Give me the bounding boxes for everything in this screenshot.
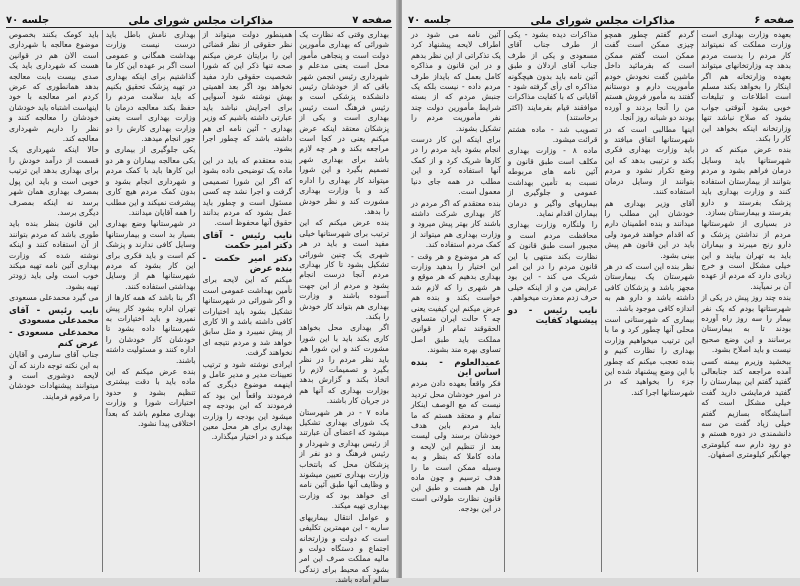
paragraph: بنده معتقدم که باید در این ماده یک توضیحی داده بشود که اگر این شورا تصمیمی گرفت و اجرا نشد چه کسی مسئول است و چطور باید عمل بشود که مردم بدانند حقوق آنها محفوظ است. xyxy=(202,155,293,228)
paragraph: ایرادی نوشته شود و ترتیب تعیینات مدیر و مدیر عامل و اینهمه موضوع دیگری که فرمودند واقعاً این بود که فرمودند که این بودجه چه میشود این بودجه را وزارت بهداری برای هر محل معین میکند و در اختیار میگذارد. xyxy=(202,359,293,442)
paragraph: بنده عرض میکنم که این ترتیب برای شهرستانها خیلی مفید است و باید در هر شهری یک چنین شورائی تشکیل بشود تا کار بهداری مردم آنجا درست انجام بشود و مردم از این جهت آسوده باشند و وزارت بهداری هم بتواند کار خودش را بکند. xyxy=(299,218,389,321)
paragraph: بیماری که شهرستانی است محلی آنها چطور کرد و ما با این ترتیب میخواهیم وزارت بهداری را نظارت کنیم و بنده تعجب میکنم که چطور با این وضع پیشنهاد شده این جزء را بخواهید که در شهرستانها اجرا کند. xyxy=(604,314,695,397)
publication-title: مذاکرات مجلس شورای ملی xyxy=(128,14,274,27)
speaker-heading: عمیدالعلوم - بنده اساس این xyxy=(411,357,501,378)
paragraph: تصویب شد - ماده هشتم قرائت میشود. xyxy=(507,124,598,145)
paragraph: بنده عرض میکنم که این ماده باید با دقت بیشتری تنظیم بشود و حدود اختیارات شورا و وزارت بهداری معلوم باشد که بعداً اختلافی پیدا نشود. xyxy=(105,367,196,429)
paragraph: اگر بهداری محل بخواهد کاری بکند باید با این شورا مشورت کند و این شورا هم باید نظر مردم را در نظر بگیرد و تصمیمات لازم را اتخاذ بکند و گزارش بدهد بوزارت بهداری که آنها هم در جریان کار باشند. xyxy=(299,323,389,406)
speaker-heading: دکتر امیر حکمت - بنده عرض xyxy=(202,253,293,274)
session-number: جلسه ۷۰ xyxy=(6,15,50,26)
paragraph: بنده معتقدم که اگر مردم در کار بهداری شرکت داشته باشند کار بهتر پیش میرود و وزارت بهداری هم میتواند از کمک مردم استفاده کند. xyxy=(411,198,501,250)
text-column xyxy=(601,30,698,572)
paragraph: یکی جلوگیری از بیماری و یکی معالجه بیماران و هر دو این کارها باید با کمک مردم و شهرداری انجام بشود و بدون کمک مردم هیچ کاری پیشرفت نمیکند و این مطلب را همه آقایان میدانند. xyxy=(105,145,196,217)
paragraph: فکر واقعاً بعهده دادن مردم در امور خودشان محل تردید نیست که مع الوصف اینکار تمام و معتقد هستم که ما باید مردم باین هدف خودشان برسند ولی لیست بعد از تنظیم این لایحه و ماده کاملا که بنظر و به وسیله ممکن است ما را هدف ترسیم و چون ماده اول هم هست و طبق این قانون نظارت طولانی است در این بودجه. xyxy=(411,379,501,514)
paragraph: ببخشید وزیرم بیمنه کسی آمده مراجعه کند جنابعالی گفتید گفتم این بیمارستان را گفتید فرمایشی دارید گفت خیلی مشکل است که آسایشگاه بسازیم گفتم خیلی زیاد گفت من سه دانشمندی در دوره هستم و دو رود دارم سه کیلومتری جهانگیر کیلومتری اصفهان. xyxy=(701,356,791,460)
speaker-heading: نایب رئیس - دو پیشنهاد کفایت xyxy=(507,305,598,326)
page-number: صفحه ۶ xyxy=(754,15,794,26)
speaker-heading: محمدعلی مسعودی - عرض کنم xyxy=(9,328,99,349)
paragraph: اگر بنا باشد که همه کارها از تهران اداره بشود کار پیش نمیرود و باید اختیارات به شهرستانها داده بشود تا خودشان کار خودشان را اداره کنند و مسئولیت داشته باشند. xyxy=(105,293,196,365)
text-column xyxy=(697,30,794,572)
text-columns xyxy=(408,30,794,572)
text-column xyxy=(102,30,199,572)
paragraph: بعهده وزارت بهداری است وزارت مملکت که نمیتواند کار مردم را بدست مردم بدهد چه وزارتخانهای میتواند بعهده وزارتخانه هم اگر اینکار را بخواهد بکند مسلم است اطلاعات و تبلیغات خوبی بشود آنوقتی جواب بشود که صلاح نباشد تنها وزارتخانه اینکه بخواهد این کار را بکند. xyxy=(701,30,791,144)
paragraph: میکنم که این لایحه برای تأمین بهداشت عمومی است و اگر شورائی در شهرستانها تشکیل بشود باید اختیارات کافی داشته باشد و الا کاری از پیش نمیبرد و مثل سابق خواهد شد و مردم نتیجه ای نخواهند گرفت. xyxy=(202,275,293,358)
paragraph: آئین نامه می شود در اطراف لایحه پیشنهاد کرد یک تذکراتی از این نظر بدهم و در این قانون و مذاکره کامل بعمل که بایداز طرف مردم داده - نیست بلکه یک جنبش مردم که از بسته شرایط مأمورین دولت چند نفر مأموریت مردم را تشکیل بشوند. xyxy=(411,30,501,133)
paragraph: اینها مطالبی است که در شهرستانها اتفاق میافتد و باید وزارت بهداری فکری بکند و ترتیبی بدهد که این وضع تکرار نشود و مردم بتوانند از وسایل درمان استفاده کنند. xyxy=(604,124,695,197)
text-column xyxy=(199,30,296,572)
speaker-heading: نایب رئیس - آقای دکتر امیر حکمت xyxy=(202,230,293,252)
paragraph: باید کومک بکنند بخصوص موضوع معالجه با شهرداری است الان هم در قوانین هست که شهرداری باید یک صدی بیست بابت معالجه بدهد همانطوری که عرض کردم امر معالجه با خود اینهاست اشتباه باید خودشان خودشان را معالجه کنند و نظر را داریم شهرداری معالجه کند. xyxy=(9,30,99,144)
paragraph: گردم گفتم چطور همچو چیزی ممکن است گفت ممکن است گفتم ممکن است که بفرمائید داخل ماشین گفت نخودش خودم مأموریت دارم و دوستانم گفتند به مأمور فروش هستم من را آنجا بردند و آورده بودند دو شبانه روز آنجا. xyxy=(604,30,695,123)
paragraph: جناب آقای سارمی و آقایان به این نکته توجه دارند که آن لایحه دوشوری است و میتوانند پیشنهادات خودشان را مرقوم فرمایند. xyxy=(9,350,99,401)
speaker-heading: نایب رئیس - آقای محمدعلی مسعودی xyxy=(9,305,99,326)
paragraph: بهداری نامش باطل باید درست نیست وزارت بهداشت همگانی و عمومی است اگر بر عهده این کار ما گذاشتیم برای اینکه بهداری در تهیه پزشک تحقیق بکنیم که باید سلامت مردم را حفظ بکند معالجه درمان با وزارت بهداری است یعنی وزارت بهداری کارش را دو جور انجام میدهد. xyxy=(105,30,196,144)
page-left xyxy=(0,0,398,585)
paragraph: و عوامل انتقال بیماریهای ساریه - این مهمترین تکلیفی است که دولت و وزارتخانه اجتماع و دستگاه دولت و مالیه مملکت صرف این امر بشود که محیط برای زندگی سالم آماده باشد. xyxy=(299,512,389,585)
paragraph: می گیرد محمدعلی مسعودی xyxy=(9,293,99,303)
paragraph: بنده عرض میکنم که در شهرستانها باید وسایل درمان فراهم بشود و مردم بتوانند از بیمارستان استفاده کنند و وزارت بهداری باید پزشک بفرستد و دارو بفرستد و بیمارستان بسازد. xyxy=(701,145,791,217)
paragraph: بنده چند روز پیش در یکی از شهرستانها بودم که یک نفر بیمار را سه روز راه آورده بودند تا به بیمارستان برسانند و این وضع صحیح نیست و باید اصلاح بشود. xyxy=(701,293,791,355)
paragraph: همینطور دولت میتواند از نظر حقوقی از نظر قضائی این را برایتان عرض میکنم صحه تنها ذکر این که شورا شخصیت حقوقی دارد مفید نخواهد بود اگر بعد اهمیتی بهش نوشته شود آسوایی برای اجرایش نباشد باید عبارتی داشته باشیم که وزیر بهداری - آئین نامه ای هم داشته باشد که چطور اجرا بشود. xyxy=(202,30,293,154)
session-number: جلسه ۷۰ xyxy=(408,15,452,26)
paragraph: ماده ۸ - وزارت بهداری مکلف است طبق قانون و آئین نامه های مربوطه نسبت به تأمین بهداشت عمومی و جلوگیری از بیماریهای واگیر و درمان بیماران اقدام نماید. xyxy=(507,146,598,218)
page-header xyxy=(408,14,794,28)
publication-title: مذاکرات مجلس شورای ملی xyxy=(530,14,676,27)
paragraph: ماده ۷ - در هر شهرستان یک شورای بهداری تشکیل میشود که اعضای آن عبارتند از رئیس بهداری و شهردار و رئیس فرهنگ و دو نفر از پزشکان محل که بانتخاب وزارت بهداری تعیین میشوند و وظایف آنها طبق آئین نامه ای خواهد بود که وزارت بهداری تهیه میکند. xyxy=(299,407,389,511)
paragraph: بهداری وقتی که نظارت یک شورائی که بهداری مأمورین دولت است و پنجاهی مأمور محل است یعنی مدعلم و شهرداری رئیس انجمن شهر باقی که از خودشان رئیس دانشکده پزشکی است و رئیس فرهنگ است رئیس بهداری است و یکی از پزشکان معتقد اینکه عرض میکنم یعنی در کجا است مراجعه بکند و هر چه لازم باشد برای بهداری شهر تصمیم بگیرد و این شورا میتواند کار بهداری را اداره کند و با وزارت بهداری مشورت کند و نظر خودش را بدهد. xyxy=(299,30,389,216)
paragraph: در بسیاری از شهرستانها مردم از نداشتن پزشک و دارو رنج میبرند و بیماران باید به تهران بیایند و این خیلی مشکل است و خرج زیادی دارد که مردم از عهده آن بر نمیآیند. xyxy=(701,219,791,291)
page-number: صفحه ۷ xyxy=(352,15,392,26)
paragraph: که هر موضوع و هر وقت - این اختیار را بدهید وزارت بهداری بدهیم که هر موقع و هر شهری را که لازم شد خواست بکند و بنده هم عرض میکنم این کیفیت یعنی چه ؟ حالت ایران متساوی الحقوقند تمام از قوانین مملکت باید طبق اصل تساوی بهره مند بشوند. xyxy=(411,251,501,355)
paragraph: نظر بنده این است که در هر شهرستان یک بیمارستان مجهز باشد و پزشکان کافی داشته باشد و دارو هم به اندازه کافی موجود باشد. xyxy=(604,261,695,313)
paragraph: این قانون بنظر بنده باید طوری باشد که مردم بتوانند از آن استفاده کنند و اینکه نوشته شده که وزارت بهداری آئین نامه تهیه میکند خوب است ولی باید زودتر تهیه بشود. xyxy=(9,219,99,291)
text-column xyxy=(504,30,601,572)
text-columns xyxy=(6,30,392,585)
text-column xyxy=(6,30,102,572)
page-header xyxy=(6,14,392,28)
paragraph: مذاکرات دیده بشود - یکی از طرف جناب آقای مسعودی و یکی از طرف جناب آقای اردلان و طبق آئین نامه باید بدون هیچگونه مذاکره ای رأی گرفته شود - آقایانی که با کفایت مذاکرات موافقند قیام بفرمایند (اکثر برخاستند) xyxy=(507,30,598,123)
paragraph: برای اینکه این کار درست انجام بشود باید مردم را در کارها شریک کرد و از کمک آنها استفاده کرد و این مطلب در همه جای دنیا معمول است. xyxy=(411,135,501,197)
text-column xyxy=(408,30,504,572)
paragraph: حالا اینکه شهرداری یک قسمت از درآمد خودش را برای بهداری بدهد این ترتیب خوبی است و باید این پول بمصرف بهداری همان شهر برسد نه اینکه بمصرف دیگری برسد. xyxy=(9,145,99,217)
paragraph: آقای وزیر بهداری هم خودشان این مطلب را میدانند و بنده اطمینان دارم که اقدام خواهند فرمود ولی باید در این قانون هم پیش بینی بشود. xyxy=(604,198,695,260)
paragraph: در شهرستانها وضع بهداری بسیار بد است و بیمارستانها وسایل کافی ندارند و پزشک کم است و باید فکری برای این کار بشود که مردم شهرستانها هم از وسایل بهداشتی استفاده کنند. xyxy=(105,219,196,291)
page-right xyxy=(402,0,800,578)
text-column xyxy=(295,30,392,585)
paragraph: را ولنگاره وزارت بهداری محافظت مردم است و مجبور است طبق قانون که نظارت بکند منتهی با این قانون مردم را در این امر شریک می کند - این بود عرایض من و از اینکه خیلی حرف زدم معذرت میخواهم. xyxy=(507,220,598,303)
